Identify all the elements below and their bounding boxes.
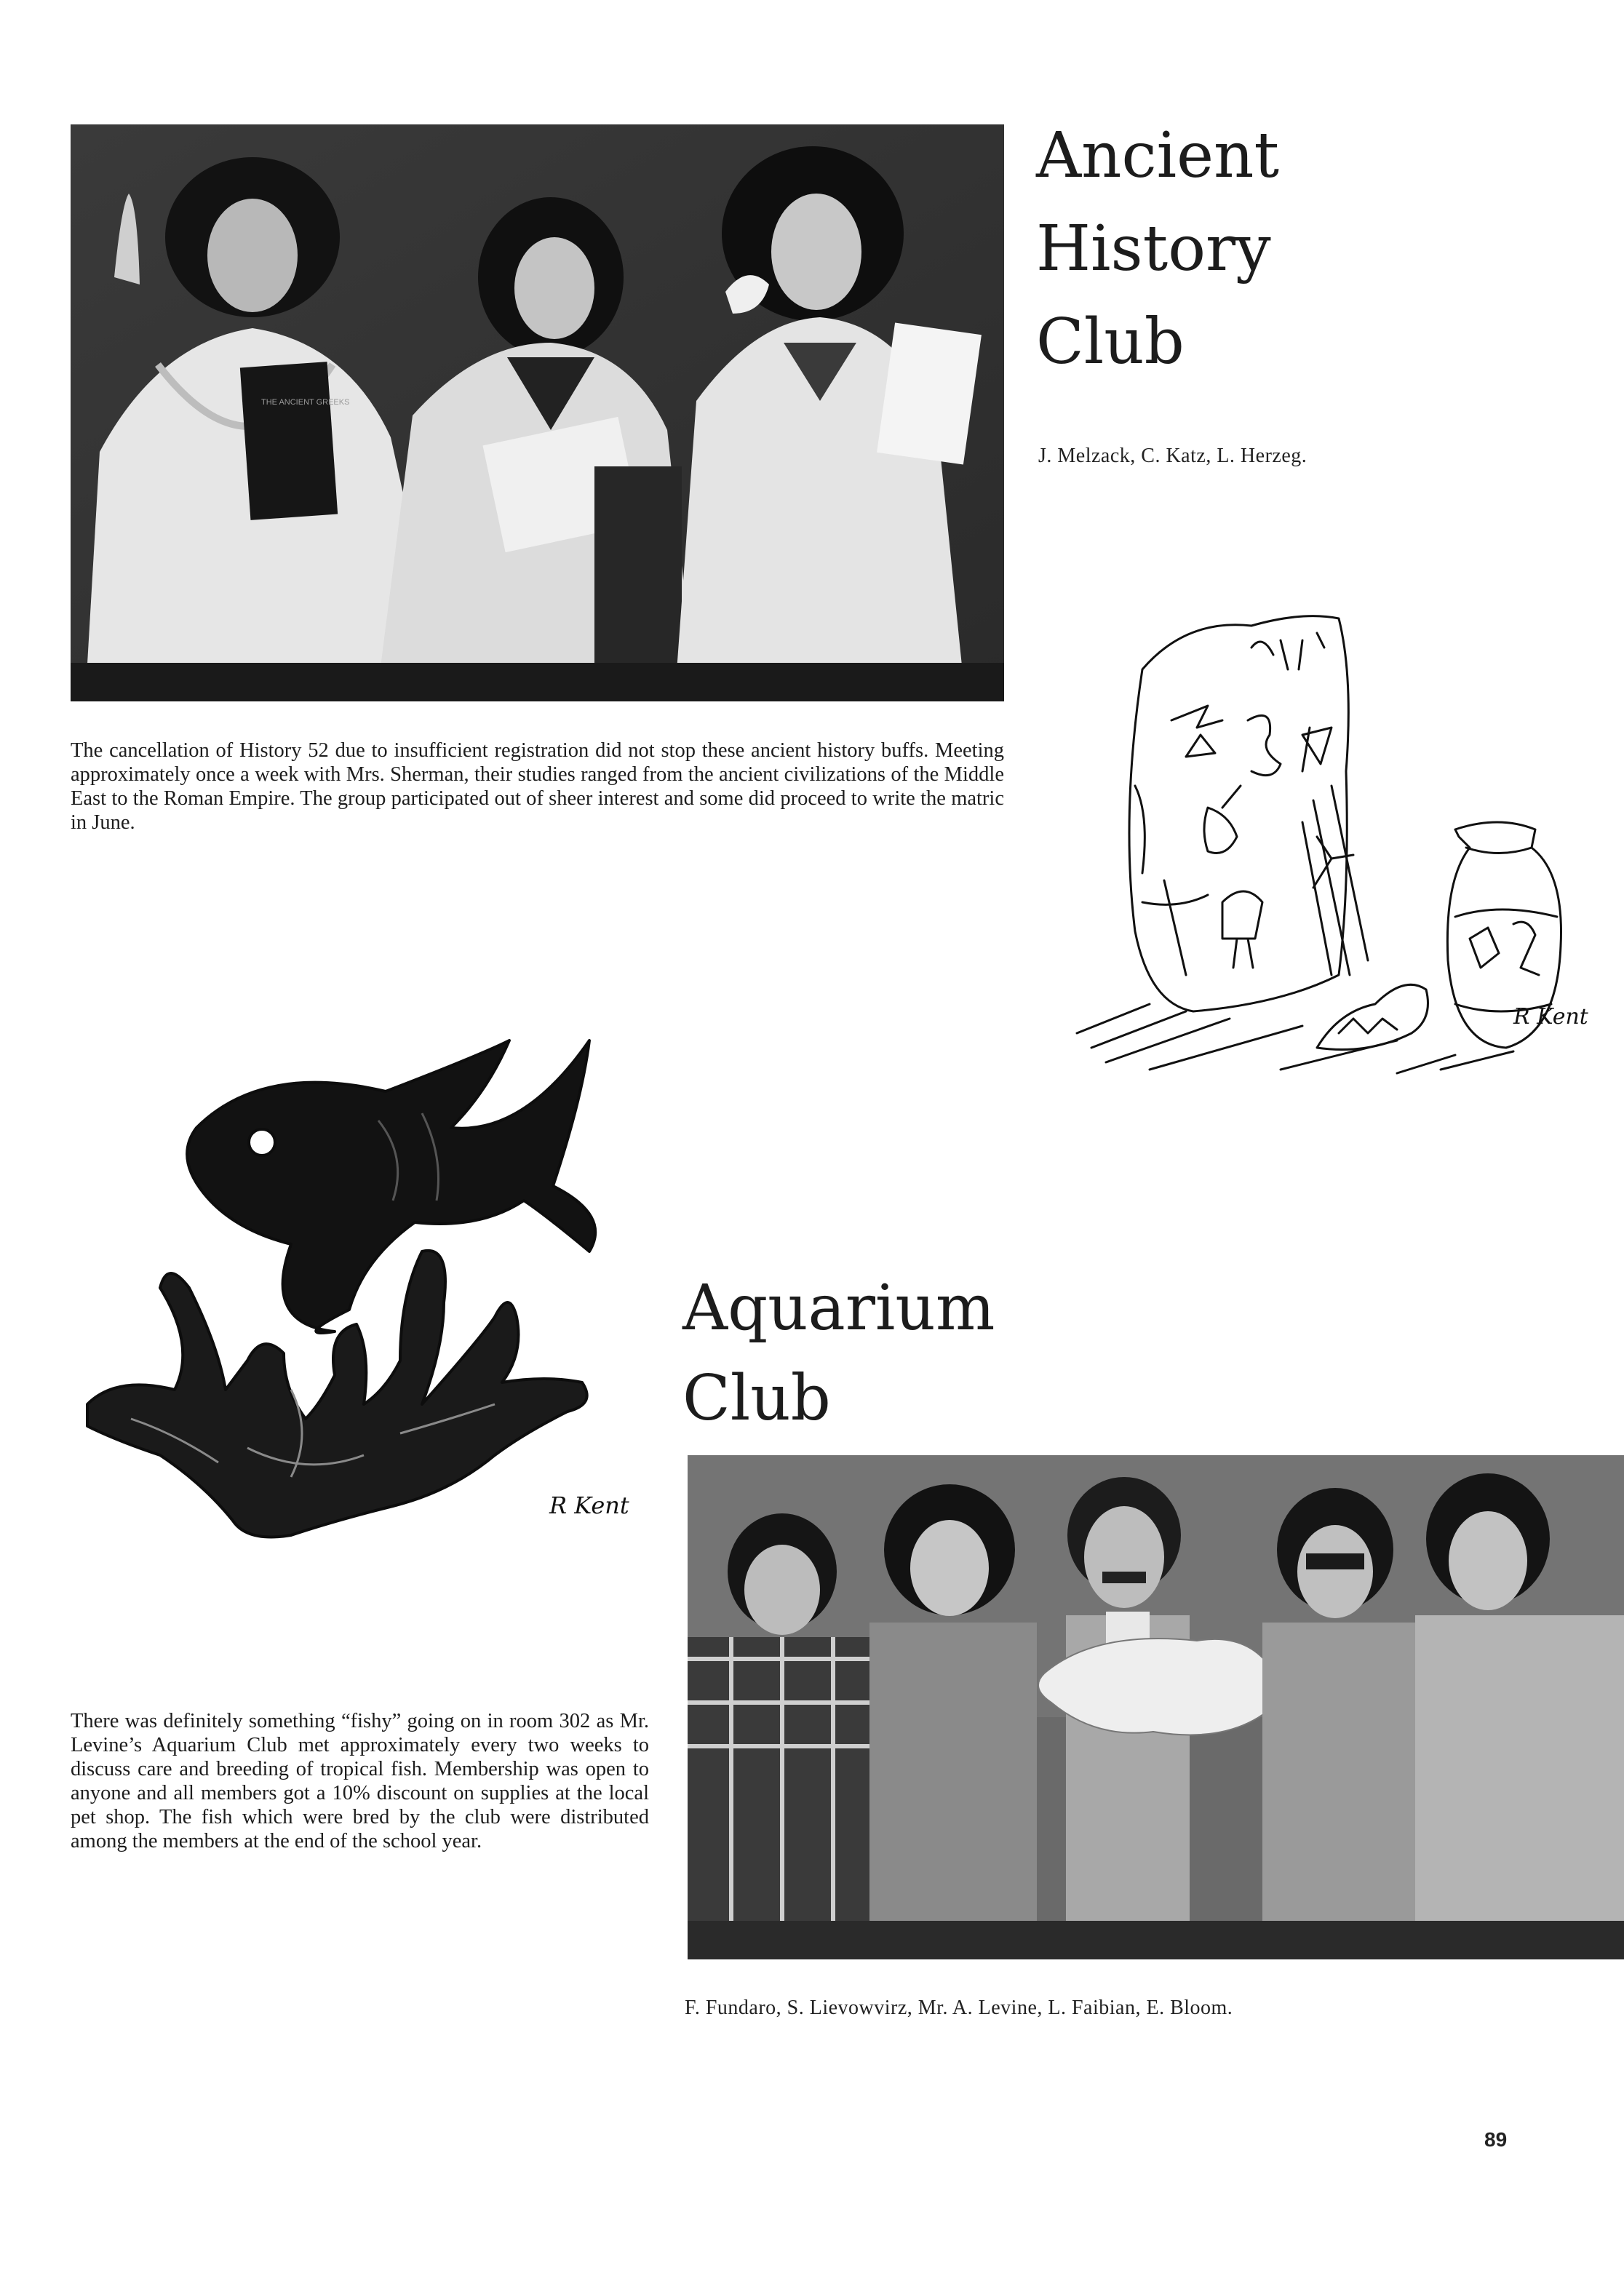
title-line-history: History	[1036, 212, 1271, 285]
ancient-history-group-photo	[71, 124, 1004, 701]
fish-and-coral-drawing	[73, 1011, 669, 1623]
title-line-club: Club	[1036, 306, 1185, 378]
title-line-ancient: Ancient	[1036, 119, 1280, 192]
page-number: 89	[1484, 2128, 1508, 2151]
aquarium-club-title	[682, 1263, 995, 1444]
aquarium-club-group-photo	[688, 1455, 1624, 1959]
aquarium-description: There was definitely something “fishy” going on in room 302 as Mr. Levine’s Aquarium Club met approximately every two weeks to discuss care and breeding of tropical fish. Membership was open to anyone and all members got a 10% discount on supplies at the local pet shop. The fish which were bred by the club were distributed among the members at the end of the school year.	[71, 1710, 649, 1852]
artist-signature: R Kent	[1513, 1004, 1588, 1030]
rock-icon	[1317, 984, 1428, 1049]
ancient-history-description: The cancellation of History 52 due to insufficient registration did not stop these ancient history buffs. Meeting approximately once a week with Mrs. Sherman, their studies ranged from the ancient civilizations of the Middle East to the Roman Empire. The group participated out of sheer interest and some did proceed to write the matric in June.	[71, 739, 1004, 834]
aquarium-members-caption: F. Fundaro, S. Lievowvirz, Mr. A. Levine, L. Faibian, E. Bloom.	[685, 1997, 1233, 2019]
ancient-history-club-title	[1036, 109, 1279, 389]
title-line-aquarium: Aquarium	[682, 1272, 995, 1345]
title-line-club: Club	[682, 1362, 831, 1435]
artist-signature: R Kent	[549, 1492, 629, 1519]
photo-book-title: THE ANCIENT GREEKS	[261, 398, 350, 407]
ancient-history-members-caption: J. Melzack, C. Katz, L. Herzeg.	[1038, 445, 1307, 467]
ancient-artifacts-drawing	[1062, 597, 1593, 1077]
fish-icon	[187, 1040, 595, 1333]
